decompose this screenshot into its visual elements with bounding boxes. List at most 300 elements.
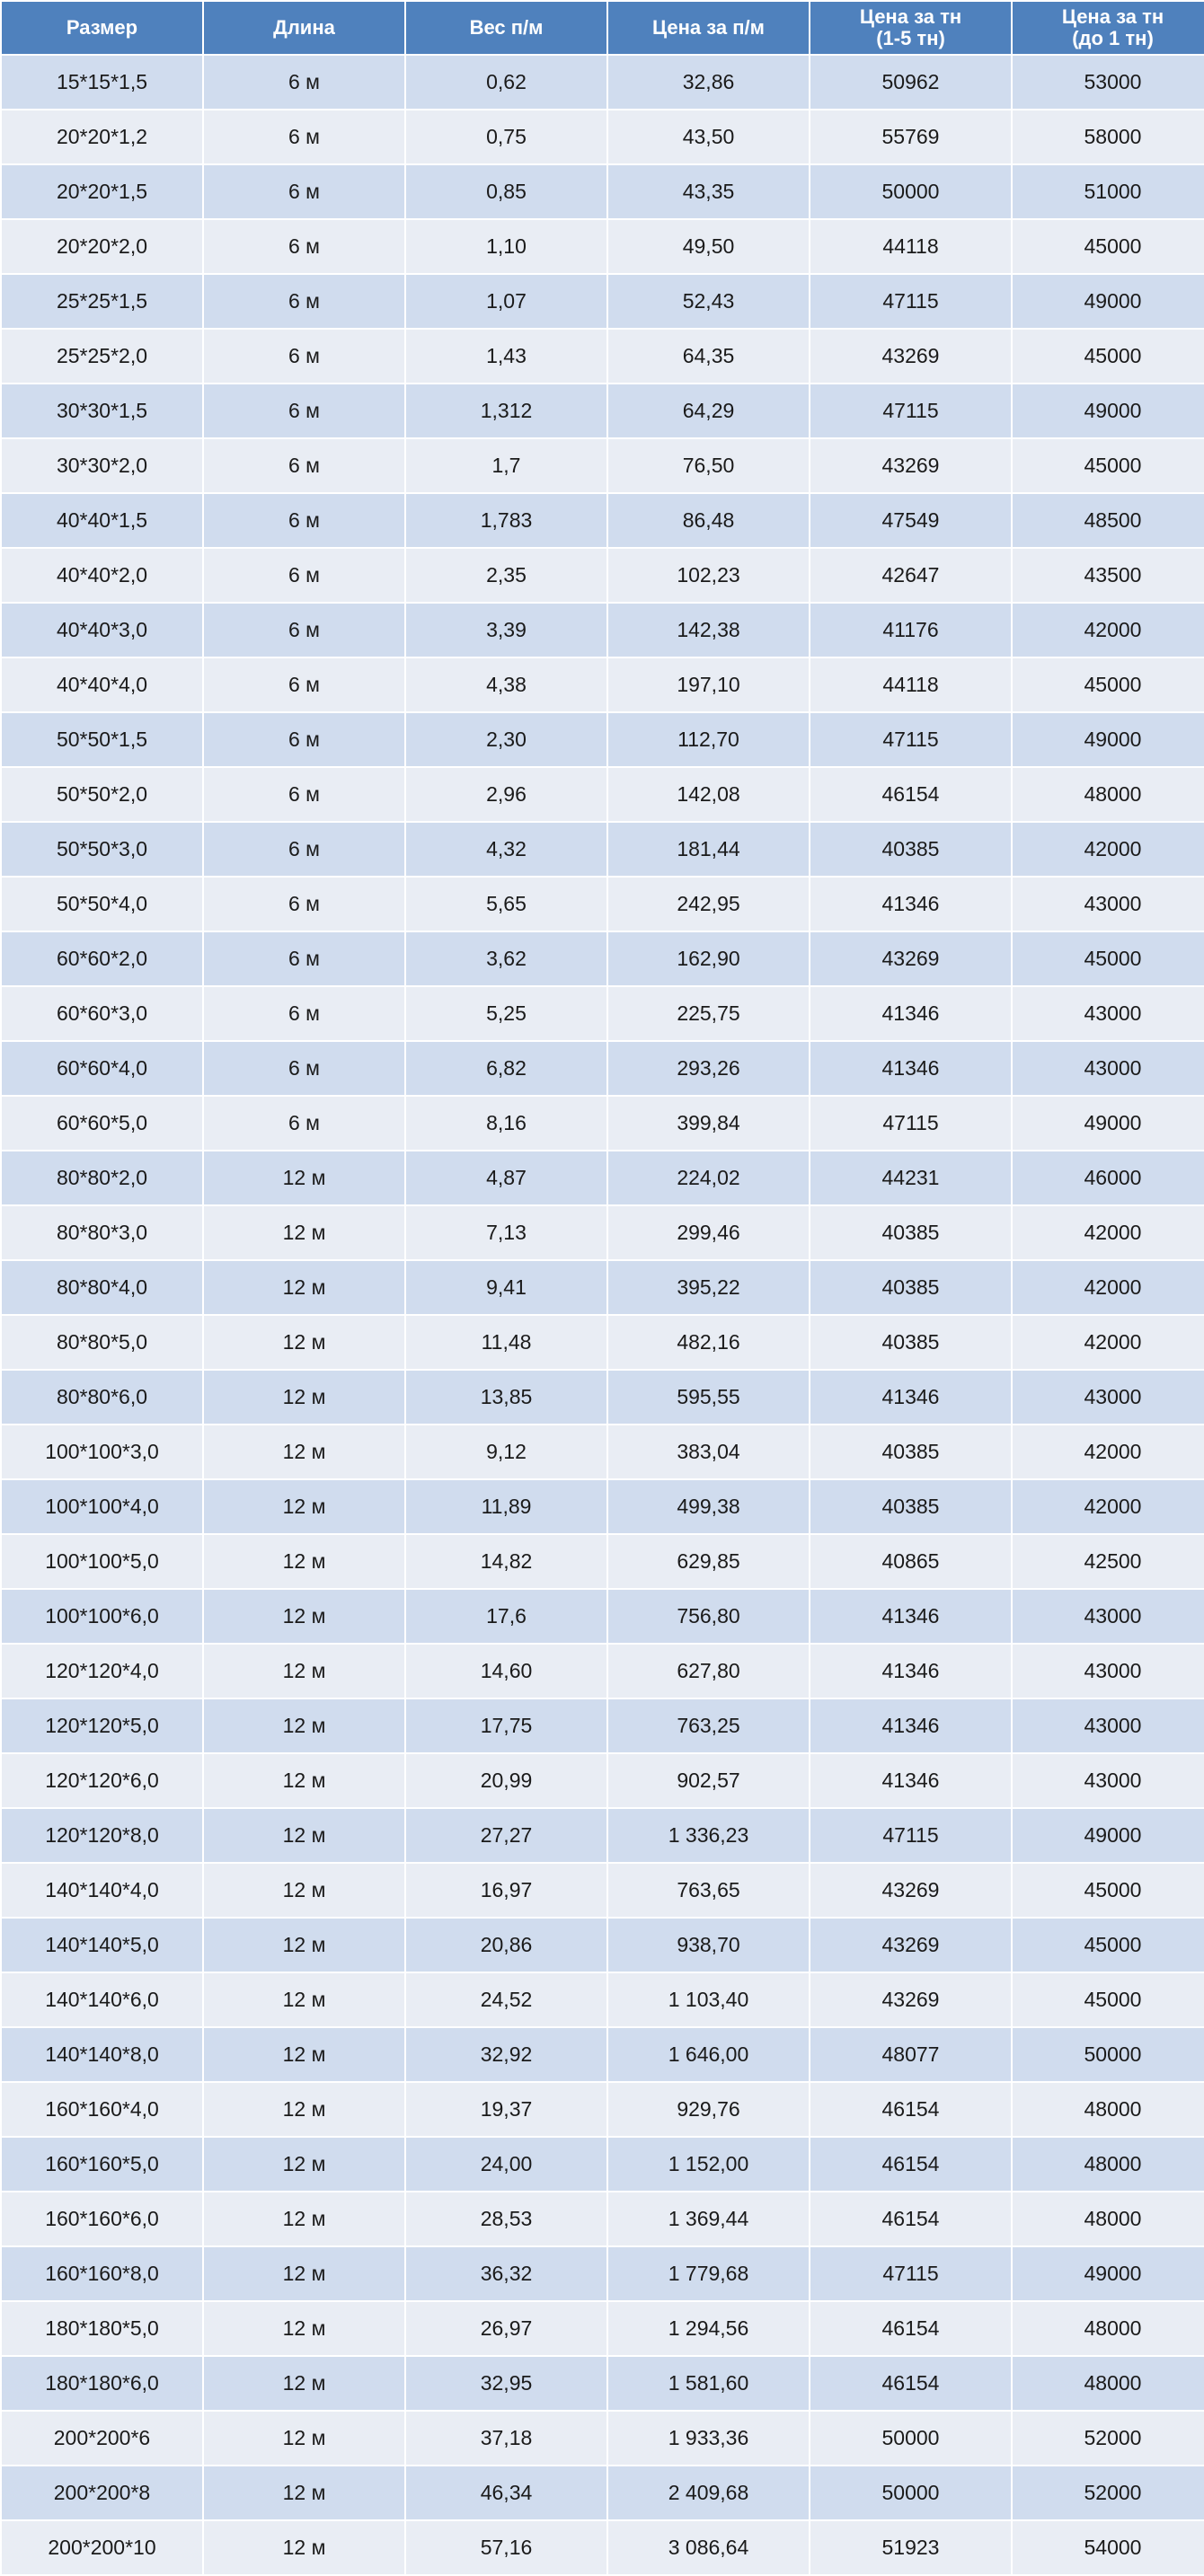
- price-per-ton-1-5-cell: 51923: [810, 2521, 1011, 2574]
- length-cell: 12 м: [204, 1864, 404, 1917]
- table-row: [2, 56, 1204, 109]
- price-per-ton-under-1-cell: 45000: [1013, 439, 1204, 492]
- weight-cell: 1,783: [406, 494, 606, 547]
- length-cell: 6 м: [204, 713, 404, 766]
- price-per-ton-under-1-cell: 48000: [1013, 2357, 1204, 2410]
- weight-cell: 24,52: [406, 1973, 606, 2026]
- size-cell: 200*200*8: [2, 2466, 202, 2519]
- length-cell: 12 м: [204, 2357, 404, 2410]
- price-per-ton-under-1-cell: 52000: [1013, 2466, 1204, 2519]
- weight-cell: 6,82: [406, 1042, 606, 1095]
- length-cell: 6 м: [204, 330, 404, 383]
- price-per-ton-1-5-cell: 43269: [810, 1864, 1011, 1917]
- price-per-ton-under-1-cell: 45000: [1013, 1973, 1204, 2026]
- table-row: [2, 1919, 1204, 1972]
- price-per-ton-under-1-cell: 43500: [1013, 549, 1204, 602]
- table-row: [2, 2412, 1204, 2465]
- size-cell: 60*60*2,0: [2, 932, 202, 985]
- price-per-ton-1-5-cell: 42647: [810, 549, 1011, 602]
- size-cell: 180*180*6,0: [2, 2357, 202, 2410]
- price-per-ton-under-1-cell: 54000: [1013, 2521, 1204, 2574]
- weight-cell: 26,97: [406, 2302, 606, 2355]
- price-per-meter-cell: 3 086,64: [608, 2521, 809, 2574]
- price-per-meter-cell: 627,80: [608, 1645, 809, 1698]
- price-per-ton-under-1-cell: 43000: [1013, 987, 1204, 1040]
- table-row: [2, 1754, 1204, 1807]
- length-cell: 6 м: [204, 110, 404, 163]
- price-per-meter-cell: 224,02: [608, 1151, 809, 1204]
- table-row: [2, 987, 1204, 1040]
- price-per-ton-1-5-cell: 41346: [810, 1645, 1011, 1698]
- weight-cell: 32,92: [406, 2028, 606, 2081]
- table-row: [2, 1809, 1204, 1862]
- price-per-meter-cell: 86,48: [608, 494, 809, 547]
- table-row: [2, 1097, 1204, 1150]
- header-row: [2, 2, 1204, 54]
- table-row: [2, 1371, 1204, 1424]
- price-per-ton-under-1-cell: 45000: [1013, 1864, 1204, 1917]
- price-per-ton-under-1-cell: 43000: [1013, 1699, 1204, 1752]
- price-per-ton-under-1-cell: 48000: [1013, 768, 1204, 821]
- size-cell: 40*40*2,0: [2, 549, 202, 602]
- table-row: [2, 658, 1204, 711]
- table-row: [2, 110, 1204, 163]
- price-per-meter-cell: 395,22: [608, 1261, 809, 1314]
- weight-cell: 24,00: [406, 2138, 606, 2191]
- size-cell: 20*20*2,0: [2, 220, 202, 273]
- length-cell: 12 м: [204, 2466, 404, 2519]
- length-cell: 6 м: [204, 165, 404, 218]
- price-per-ton-1-5-cell: 48077: [810, 2028, 1011, 2081]
- size-cell: 80*80*2,0: [2, 1151, 202, 1204]
- length-cell: 6 м: [204, 823, 404, 876]
- price-per-ton-under-1-cell: 48000: [1013, 2302, 1204, 2355]
- price-per-meter-cell: 1 646,00: [608, 2028, 809, 2081]
- price-per-meter-cell: 293,26: [608, 1042, 809, 1095]
- price-per-ton-1-5-cell: 43269: [810, 439, 1011, 492]
- weight-cell: 7,13: [406, 1206, 606, 1259]
- price-per-meter-cell: 595,55: [608, 1371, 809, 1424]
- size-cell: 80*80*3,0: [2, 1206, 202, 1259]
- price-per-ton-under-1-cell: 53000: [1013, 56, 1204, 109]
- size-cell: 160*160*4,0: [2, 2083, 202, 2136]
- table-row: [2, 1590, 1204, 1643]
- length-cell: 12 м: [204, 1973, 404, 2026]
- size-cell: 20*20*1,2: [2, 110, 202, 163]
- length-cell: 6 м: [204, 384, 404, 437]
- weight-cell: 27,27: [406, 1809, 606, 1862]
- price-per-ton-under-1-cell: 43000: [1013, 1371, 1204, 1424]
- weight-cell: 3,62: [406, 932, 606, 985]
- price-per-ton-under-1-cell: 48000: [1013, 2083, 1204, 2136]
- size-cell: 120*120*5,0: [2, 1699, 202, 1752]
- length-cell: 6 м: [204, 878, 404, 931]
- price-per-meter-cell: 242,95: [608, 878, 809, 931]
- size-cell: 50*50*4,0: [2, 878, 202, 931]
- weight-cell: 1,10: [406, 220, 606, 273]
- weight-cell: 28,53: [406, 2192, 606, 2245]
- weight-cell: 14,60: [406, 1645, 606, 1698]
- length-cell: 12 м: [204, 2028, 404, 2081]
- size-cell: 60*60*4,0: [2, 1042, 202, 1095]
- length-cell: 12 м: [204, 1261, 404, 1314]
- price-per-meter-cell: 756,80: [608, 1590, 809, 1643]
- price-per-meter-cell: 1 103,40: [608, 1973, 809, 2026]
- price-per-meter-cell: 49,50: [608, 220, 809, 273]
- length-cell: 12 м: [204, 2412, 404, 2465]
- table-row: [2, 1042, 1204, 1095]
- table-row: [2, 2192, 1204, 2245]
- price-per-ton-1-5-cell: 41346: [810, 1371, 1011, 1424]
- table-header: [2, 2, 1204, 54]
- length-cell: 12 м: [204, 1371, 404, 1424]
- weight-cell: 2,35: [406, 549, 606, 602]
- column-header-price-per-ton-under-1: Цена за тн (до 1 тн): [1013, 2, 1204, 54]
- price-per-ton-under-1-cell: 49000: [1013, 1097, 1204, 1150]
- price-per-meter-cell: 763,25: [608, 1699, 809, 1752]
- table-row: [2, 1316, 1204, 1369]
- price-per-ton-under-1-cell: 58000: [1013, 110, 1204, 163]
- table-row: [2, 1206, 1204, 1259]
- price-per-meter-cell: 43,50: [608, 110, 809, 163]
- column-header-price-per-meter: Цена за п/м: [608, 2, 809, 54]
- size-cell: 100*100*6,0: [2, 1590, 202, 1643]
- size-cell: 140*140*6,0: [2, 1973, 202, 2026]
- price-per-ton-1-5-cell: 43269: [810, 1919, 1011, 1972]
- price-per-ton-1-5-cell: 41346: [810, 987, 1011, 1040]
- size-cell: 50*50*3,0: [2, 823, 202, 876]
- price-per-ton-under-1-cell: 42500: [1013, 1535, 1204, 1588]
- length-cell: 6 м: [204, 768, 404, 821]
- weight-cell: 17,6: [406, 1590, 606, 1643]
- size-cell: 60*60*3,0: [2, 987, 202, 1040]
- price-per-ton-under-1-cell: 48500: [1013, 494, 1204, 547]
- price-per-meter-cell: 76,50: [608, 439, 809, 492]
- price-per-ton-1-5-cell: 47115: [810, 1097, 1011, 1150]
- weight-cell: 0,62: [406, 56, 606, 109]
- length-cell: 12 м: [204, 1919, 404, 1972]
- price-per-meter-cell: 64,29: [608, 384, 809, 437]
- price-per-ton-1-5-cell: 43269: [810, 330, 1011, 383]
- length-cell: 12 м: [204, 2302, 404, 2355]
- table-row: [2, 330, 1204, 383]
- price-per-meter-cell: 629,85: [608, 1535, 809, 1588]
- column-header-price-per-ton-1-5: Цена за тн (1-5 тн): [810, 2, 1011, 54]
- size-cell: 160*160*5,0: [2, 2138, 202, 2191]
- price-per-ton-1-5-cell: 41346: [810, 878, 1011, 931]
- length-cell: 12 м: [204, 2521, 404, 2574]
- price-per-ton-1-5-cell: 40385: [810, 1316, 1011, 1369]
- size-cell: 25*25*2,0: [2, 330, 202, 383]
- price-per-ton-under-1-cell: 49000: [1013, 713, 1204, 766]
- weight-cell: 4,32: [406, 823, 606, 876]
- table-row: [2, 549, 1204, 602]
- price-per-meter-cell: 1 294,56: [608, 2302, 809, 2355]
- weight-cell: 14,82: [406, 1535, 606, 1588]
- table-row: [2, 2466, 1204, 2519]
- size-cell: 120*120*8,0: [2, 1809, 202, 1862]
- price-per-meter-cell: 1 152,00: [608, 2138, 809, 2191]
- table-row: [2, 1535, 1204, 1588]
- price-per-meter-cell: 52,43: [608, 275, 809, 328]
- price-per-meter-cell: 162,90: [608, 932, 809, 985]
- price-per-ton-under-1-cell: 45000: [1013, 330, 1204, 383]
- price-per-ton-1-5-cell: 41346: [810, 1699, 1011, 1752]
- price-per-ton-under-1-cell: 42000: [1013, 604, 1204, 657]
- price-per-meter-cell: 929,76: [608, 2083, 809, 2136]
- size-cell: 180*180*5,0: [2, 2302, 202, 2355]
- weight-cell: 11,89: [406, 1480, 606, 1533]
- price-per-meter-cell: 102,23: [608, 549, 809, 602]
- weight-cell: 4,87: [406, 1151, 606, 1204]
- weight-cell: 11,48: [406, 1316, 606, 1369]
- price-per-ton-1-5-cell: 46154: [810, 2302, 1011, 2355]
- size-cell: 15*15*1,5: [2, 56, 202, 109]
- weight-cell: 20,99: [406, 1754, 606, 1807]
- price-per-ton-under-1-cell: 45000: [1013, 658, 1204, 711]
- size-cell: 40*40*3,0: [2, 604, 202, 657]
- weight-cell: 57,16: [406, 2521, 606, 2574]
- price-per-ton-1-5-cell: 46154: [810, 2083, 1011, 2136]
- price-per-ton-1-5-cell: 46154: [810, 2192, 1011, 2245]
- price-per-ton-1-5-cell: 40385: [810, 1425, 1011, 1478]
- table-row: [2, 932, 1204, 985]
- weight-cell: 1,07: [406, 275, 606, 328]
- weight-cell: 17,75: [406, 1699, 606, 1752]
- price-per-ton-under-1-cell: 45000: [1013, 1919, 1204, 1972]
- table-row: [2, 1864, 1204, 1917]
- weight-cell: 5,25: [406, 987, 606, 1040]
- weight-cell: 2,96: [406, 768, 606, 821]
- table-row: [2, 1645, 1204, 1698]
- price-per-ton-under-1-cell: 45000: [1013, 932, 1204, 985]
- length-cell: 6 м: [204, 658, 404, 711]
- length-cell: 12 м: [204, 2083, 404, 2136]
- price-per-meter-cell: 482,16: [608, 1316, 809, 1369]
- weight-cell: 20,86: [406, 1919, 606, 1972]
- price-per-ton-under-1-cell: 43000: [1013, 1754, 1204, 1807]
- length-cell: 12 м: [204, 1151, 404, 1204]
- price-per-meter-cell: 499,38: [608, 1480, 809, 1533]
- table-row: [2, 275, 1204, 328]
- price-per-ton-under-1-cell: 49000: [1013, 2247, 1204, 2300]
- table-row: [2, 1425, 1204, 1478]
- price-per-meter-cell: 32,86: [608, 56, 809, 109]
- price-per-ton-1-5-cell: 46154: [810, 2138, 1011, 2191]
- table-row: [2, 2521, 1204, 2574]
- price-per-meter-cell: 142,38: [608, 604, 809, 657]
- size-cell: 140*140*5,0: [2, 1919, 202, 1972]
- price-per-ton-under-1-cell: 42000: [1013, 1480, 1204, 1533]
- size-cell: 160*160*6,0: [2, 2192, 202, 2245]
- table-row: [2, 165, 1204, 218]
- table-row: [2, 1151, 1204, 1204]
- size-cell: 20*20*1,5: [2, 165, 202, 218]
- price-per-ton-under-1-cell: 52000: [1013, 2412, 1204, 2465]
- weight-cell: 19,37: [406, 2083, 606, 2136]
- length-cell: 12 м: [204, 1206, 404, 1259]
- price-per-ton-1-5-cell: 46154: [810, 768, 1011, 821]
- price-per-ton-under-1-cell: 49000: [1013, 384, 1204, 437]
- weight-cell: 5,65: [406, 878, 606, 931]
- price-per-meter-cell: 1 933,36: [608, 2412, 809, 2465]
- table-row: [2, 2028, 1204, 2081]
- price-per-meter-cell: 399,84: [608, 1097, 809, 1150]
- size-cell: 40*40*1,5: [2, 494, 202, 547]
- size-cell: 80*80*4,0: [2, 1261, 202, 1314]
- length-cell: 12 м: [204, 1699, 404, 1752]
- table-row: [2, 768, 1204, 821]
- weight-cell: 1,43: [406, 330, 606, 383]
- size-cell: 200*200*10: [2, 2521, 202, 2574]
- price-per-ton-1-5-cell: 40385: [810, 1480, 1011, 1533]
- weight-cell: 0,75: [406, 110, 606, 163]
- price-per-ton-1-5-cell: 41346: [810, 1042, 1011, 1095]
- length-cell: 6 м: [204, 932, 404, 985]
- weight-cell: 36,32: [406, 2247, 606, 2300]
- size-cell: 100*100*5,0: [2, 1535, 202, 1588]
- size-cell: 200*200*6: [2, 2412, 202, 2465]
- price-per-meter-cell: 1 581,60: [608, 2357, 809, 2410]
- size-cell: 100*100*4,0: [2, 1480, 202, 1533]
- price-per-ton-1-5-cell: 40865: [810, 1535, 1011, 1588]
- price-per-ton-1-5-cell: 47115: [810, 384, 1011, 437]
- table-row: [2, 220, 1204, 273]
- size-cell: 140*140*8,0: [2, 2028, 202, 2081]
- weight-cell: 46,34: [406, 2466, 606, 2519]
- price-per-meter-cell: 64,35: [608, 330, 809, 383]
- table-row: [2, 2302, 1204, 2355]
- price-per-ton-under-1-cell: 42000: [1013, 823, 1204, 876]
- weight-cell: 9,41: [406, 1261, 606, 1314]
- price-per-ton-1-5-cell: 43269: [810, 1973, 1011, 2026]
- table-row: [2, 439, 1204, 492]
- table-row: [2, 1480, 1204, 1533]
- weight-cell: 1,7: [406, 439, 606, 492]
- weight-cell: 16,97: [406, 1864, 606, 1917]
- length-cell: 6 м: [204, 494, 404, 547]
- length-cell: 12 м: [204, 1754, 404, 1807]
- column-header-weight: Вес п/м: [406, 2, 606, 54]
- price-per-meter-cell: 299,46: [608, 1206, 809, 1259]
- weight-cell: 3,39: [406, 604, 606, 657]
- length-cell: 12 м: [204, 1809, 404, 1862]
- size-cell: 120*120*6,0: [2, 1754, 202, 1807]
- length-cell: 6 м: [204, 604, 404, 657]
- price-per-ton-1-5-cell: 47115: [810, 713, 1011, 766]
- price-per-meter-cell: 112,70: [608, 713, 809, 766]
- length-cell: 12 м: [204, 2138, 404, 2191]
- price-per-ton-1-5-cell: 55769: [810, 110, 1011, 163]
- table-row: [2, 2083, 1204, 2136]
- price-per-meter-cell: 1 336,23: [608, 1809, 809, 1862]
- price-per-meter-cell: 2 409,68: [608, 2466, 809, 2519]
- weight-cell: 32,95: [406, 2357, 606, 2410]
- size-cell: 50*50*2,0: [2, 768, 202, 821]
- table-row: [2, 1699, 1204, 1752]
- length-cell: 12 м: [204, 2247, 404, 2300]
- table-row: [2, 1973, 1204, 2026]
- price-per-meter-cell: 1 369,44: [608, 2192, 809, 2245]
- price-per-ton-1-5-cell: 41346: [810, 1754, 1011, 1807]
- price-per-ton-under-1-cell: 43000: [1013, 1590, 1204, 1643]
- size-cell: 30*30*1,5: [2, 384, 202, 437]
- price-per-meter-cell: 938,70: [608, 1919, 809, 1972]
- table-row: [2, 2247, 1204, 2300]
- size-cell: 80*80*5,0: [2, 1316, 202, 1369]
- length-cell: 12 м: [204, 1425, 404, 1478]
- weight-cell: 1,312: [406, 384, 606, 437]
- price-per-ton-1-5-cell: 40385: [810, 1261, 1011, 1314]
- length-cell: 12 м: [204, 1645, 404, 1698]
- size-cell: 50*50*1,5: [2, 713, 202, 766]
- price-per-ton-1-5-cell: 50000: [810, 2466, 1011, 2519]
- table-row: [2, 2138, 1204, 2191]
- length-cell: 6 м: [204, 987, 404, 1040]
- price-per-ton-1-5-cell: 47115: [810, 2247, 1011, 2300]
- length-cell: 12 м: [204, 1480, 404, 1533]
- price-per-ton-under-1-cell: 43000: [1013, 1645, 1204, 1698]
- length-cell: 6 м: [204, 439, 404, 492]
- price-per-ton-1-5-cell: 44118: [810, 220, 1011, 273]
- price-per-ton-under-1-cell: 43000: [1013, 1042, 1204, 1095]
- price-per-ton-1-5-cell: 40385: [810, 823, 1011, 876]
- price-per-ton-1-5-cell: 50000: [810, 2412, 1011, 2465]
- price-per-meter-cell: 902,57: [608, 1754, 809, 1807]
- length-cell: 6 м: [204, 1042, 404, 1095]
- price-per-ton-1-5-cell: 47549: [810, 494, 1011, 547]
- price-per-ton-under-1-cell: 48000: [1013, 2138, 1204, 2191]
- table-row: [2, 384, 1204, 437]
- size-cell: 25*25*1,5: [2, 275, 202, 328]
- price-per-ton-under-1-cell: 49000: [1013, 1809, 1204, 1862]
- price-per-ton-under-1-cell: 50000: [1013, 2028, 1204, 2081]
- price-per-ton-under-1-cell: 42000: [1013, 1425, 1204, 1478]
- table-row: [2, 494, 1204, 547]
- price-per-ton-1-5-cell: 43269: [810, 932, 1011, 985]
- price-per-ton-under-1-cell: 45000: [1013, 220, 1204, 273]
- table-row: [2, 604, 1204, 657]
- length-cell: 6 м: [204, 220, 404, 273]
- price-per-ton-1-5-cell: 41346: [810, 1590, 1011, 1643]
- price-per-ton-1-5-cell: 44231: [810, 1151, 1011, 1204]
- weight-cell: 37,18: [406, 2412, 606, 2465]
- price-per-meter-cell: 181,44: [608, 823, 809, 876]
- table-row: [2, 713, 1204, 766]
- price-per-ton-1-5-cell: 47115: [810, 275, 1011, 328]
- table-row: [2, 2357, 1204, 2410]
- price-per-meter-cell: 383,04: [608, 1425, 809, 1478]
- weight-cell: 2,30: [406, 713, 606, 766]
- size-cell: 80*80*6,0: [2, 1371, 202, 1424]
- table-row: [2, 878, 1204, 931]
- weight-cell: 8,16: [406, 1097, 606, 1150]
- weight-cell: 9,12: [406, 1425, 606, 1478]
- price-per-meter-cell: 763,65: [608, 1864, 809, 1917]
- price-per-ton-under-1-cell: 46000: [1013, 1151, 1204, 1204]
- size-cell: 60*60*5,0: [2, 1097, 202, 1150]
- price-per-meter-cell: 142,08: [608, 768, 809, 821]
- price-per-meter-cell: 43,35: [608, 165, 809, 218]
- price-per-ton-under-1-cell: 42000: [1013, 1206, 1204, 1259]
- weight-cell: 4,38: [406, 658, 606, 711]
- table-row: [2, 823, 1204, 876]
- table-body: [2, 56, 1204, 2574]
- price-per-ton-under-1-cell: 51000: [1013, 165, 1204, 218]
- length-cell: 12 м: [204, 1316, 404, 1369]
- length-cell: 12 м: [204, 1590, 404, 1643]
- length-cell: 6 м: [204, 275, 404, 328]
